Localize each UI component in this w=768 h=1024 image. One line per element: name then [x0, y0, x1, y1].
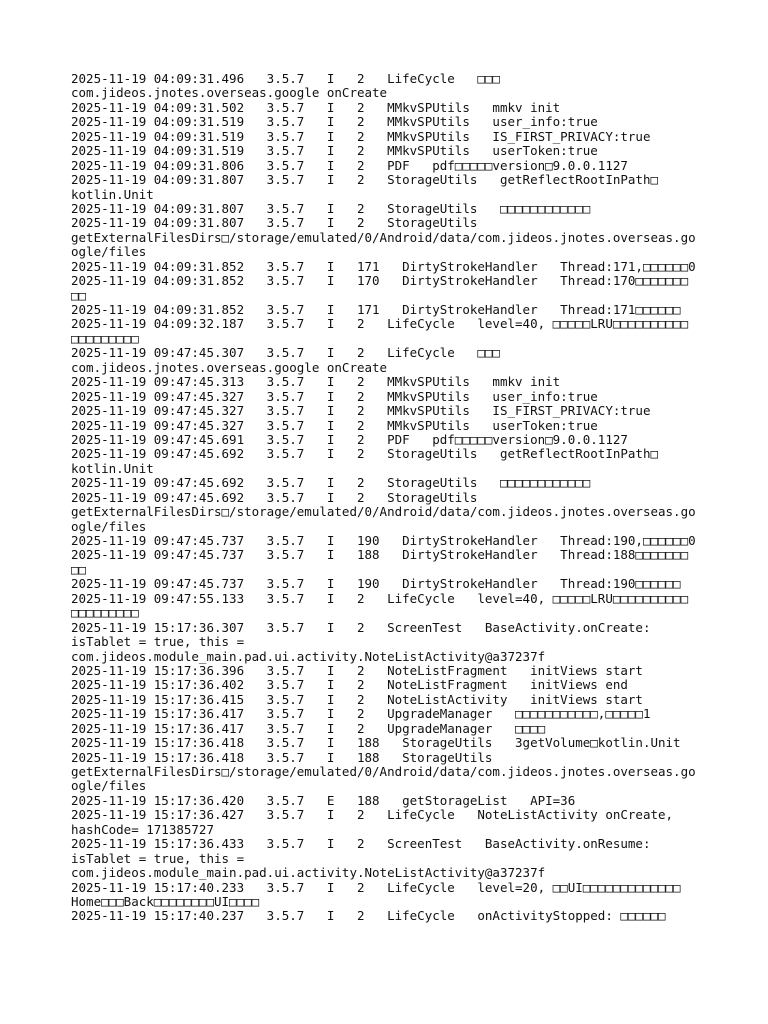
- log-line: ogle/files: [71, 778, 147, 794]
- log-line: 2025-11-19 09:47:45.691 3.5.7 I 2 PDF pdf□□□□□version□9.0.0.1127: [71, 431, 628, 447]
- log-line: com.jideos.module_main.pad.ui.activity.NoteListActivity@a37237f: [71, 648, 546, 664]
- log-line: 2025-11-19 15:17:36.418 3.5.7 I 188 StorageUtils 3getVolume□kotlin.Unit: [71, 735, 681, 751]
- log-line: 2025-11-19 04:09:31.502 3.5.7 I 2 MMkvSPUtils mmkv init: [71, 99, 561, 115]
- log-line: 2025-11-19 04:09:31.807 3.5.7 I 2 StorageUtils: [71, 215, 478, 231]
- log-line: 2025-11-19 09:47:45.327 3.5.7 I 2 MMkvSPUtils user_info:true: [71, 388, 598, 404]
- log-line: 2025-11-19 15:17:40.233 3.5.7 I 2 LifeCycle level=20, □□UI□□□□□□□□□□□□□: [71, 879, 681, 895]
- log-line: kotlin.Unit: [71, 460, 154, 476]
- log-line: 2025-11-19 04:09:31.807 3.5.7 I 2 StorageUtils □□□□□□□□□□□□: [71, 200, 591, 216]
- log-line: getExternalFilesDirs□/storage/emulated/0/Android/data/com.jideos.jnotes.overseas.go: [71, 764, 696, 779]
- log-line: 2025-11-19 09:47:45.692 3.5.7 I 2 StorageUtils getReflectRootInPath□: [71, 446, 658, 462]
- log-line: □□□□□□□□□: [71, 330, 139, 346]
- log-line: kotlin.Unit: [71, 186, 154, 202]
- log-line: ogle/files: [71, 518, 147, 534]
- log-line: 2025-11-19 04:09:31.852 3.5.7 I 171 DirtyStrokeHandler Thread:171□□□□□□: [71, 302, 681, 317]
- log-line: 2025-11-19 09:47:45.313 3.5.7 I 2 MMkvSPUtils mmkv init: [71, 374, 561, 390]
- log-line: 2025-11-19 15:17:40.237 3.5.7 I 2 LifeCycle onActivityStopped: □□□□□□: [71, 908, 666, 924]
- log-line: 2025-11-19 09:47:45.327 3.5.7 I 2 MMkvSPUtils userToken:true: [71, 417, 598, 433]
- log-line: 2025-11-19 09:47:45.737 3.5.7 I 190 DirtyStrokeHandler Thread:190,□□□□□□0: [71, 533, 696, 548]
- log-line: 2025-11-19 15:17:36.396 3.5.7 I 2 NoteListFragment initViews start: [71, 662, 643, 678]
- log-text-view: [71, 72, 703, 924]
- log-line: □□□□□□□□□: [71, 605, 139, 621]
- log-line: 2025-11-19 15:17:36.433 3.5.7 I 2 ScreenTest BaseActivity.onResume:: [71, 836, 651, 852]
- log-line: □□: [71, 287, 87, 303]
- log-line: hashCode= 171385727: [71, 821, 214, 837]
- log-line: getExternalFilesDirs□/storage/emulated/0/Android/data/com.jideos.jnotes.overseas.go: [71, 229, 696, 245]
- log-line: getExternalFilesDirs□/storage/emulated/0/Android/data/com.jideos.jnotes.overseas.go: [71, 504, 696, 520]
- log-line: 2025-11-19 04:09:31.519 3.5.7 I 2 MMkvSPUtils IS_FIRST_PRIVACY:true: [71, 128, 651, 144]
- log-line: 2025-11-19 15:17:36.427 3.5.7 I 2 LifeCycle NoteListActivity onCreate,: [71, 807, 674, 823]
- log-line: 2025-11-19 15:17:36.307 3.5.7 I 2 ScreenTest BaseActivity.onCreate:: [71, 619, 651, 635]
- log-line: 2025-11-19 09:47:45.307 3.5.7 I 2 LifeCycle □□□: [71, 345, 500, 361]
- log-line: 2025-11-19 15:17:36.417 3.5.7 I 2 UpgradeManager □□□□□□□□□□□,□□□□□1: [71, 706, 651, 722]
- log-line: 2025-11-19 09:47:45.737 3.5.7 I 190 DirtyStrokeHandler Thread:190□□□□□□: [71, 576, 681, 592]
- log-line: 2025-11-19 04:09:31.852 3.5.7 I 171 DirtyStrokeHandler Thread:171,□□□□□□0: [71, 258, 696, 274]
- log-line: 2025-11-19 15:17:36.417 3.5.7 I 2 UpgradeManager □□□□: [71, 720, 546, 736]
- log-line: ogle/files: [71, 244, 147, 260]
- log-line: com.jideos.module_main.pad.ui.activity.NoteListActivity@a37237f: [71, 865, 546, 881]
- log-line: 2025-11-19 09:47:45.692 3.5.7 I 2 StorageUtils □□□□□□□□□□□□: [71, 475, 591, 491]
- log-line: 2025-11-19 15:17:36.402 3.5.7 I 2 NoteListFragment initViews end: [71, 677, 628, 693]
- log-line: 2025-11-19 15:17:36.415 3.5.7 I 2 NoteListActivity initViews start: [71, 691, 643, 707]
- log-line: 2025-11-19 04:09:31.852 3.5.7 I 170 DirtyStrokeHandler Thread:170□□□□□□□: [71, 273, 689, 289]
- log-line: com.jideos.jnotes.overseas.google onCreate: [71, 359, 388, 375]
- log-line: 2025-11-19 04:09:31.806 3.5.7 I 2 PDF pdf□□□□□version□9.0.0.1127: [71, 157, 628, 173]
- log-line: 2025-11-19 09:47:45.737 3.5.7 I 188 DirtyStrokeHandler Thread:188□□□□□□□: [71, 547, 689, 563]
- log-line: □□: [71, 561, 87, 577]
- log-line: 2025-11-19 09:47:45.327 3.5.7 I 2 MMkvSPUtils IS_FIRST_PRIVACY:true: [71, 403, 651, 419]
- log-line: 2025-11-19 15:17:36.418 3.5.7 I 188 StorageUtils: [71, 749, 493, 765]
- log-line: 2025-11-19 04:09:32.187 3.5.7 I 2 LifeCycle level=40, □□□□□LRU□□□□□□□□□□: [71, 316, 689, 332]
- log-line: 2025-11-19 04:09:31.496 3.5.7 I 2 LifeCycle □□□: [71, 71, 500, 86]
- log-line: isTablet = true, this =: [71, 850, 245, 866]
- log-line: 2025-11-19 09:47:55.133 3.5.7 I 2 LifeCycle level=40, □□□□□LRU□□□□□□□□□□: [71, 590, 689, 606]
- log-line: 2025-11-19 09:47:45.692 3.5.7 I 2 StorageUtils: [71, 489, 478, 505]
- log-line: 2025-11-19 04:09:31.519 3.5.7 I 2 MMkvSPUtils userToken:true: [71, 143, 598, 159]
- log-line: isTablet = true, this =: [71, 634, 245, 650]
- log-line: 2025-11-19 04:09:31.519 3.5.7 I 2 MMkvSPUtils user_info:true: [71, 114, 598, 130]
- log-line: 2025-11-19 15:17:36.420 3.5.7 E 188 getStorageList API=36: [71, 792, 576, 808]
- log-line: 2025-11-19 04:09:31.807 3.5.7 I 2 StorageUtils getReflectRootInPath□: [71, 172, 658, 188]
- log-line: Home□□□Back□□□□□□□□UI□□□□: [71, 893, 260, 909]
- log-line: com.jideos.jnotes.overseas.google onCreate: [71, 85, 388, 101]
